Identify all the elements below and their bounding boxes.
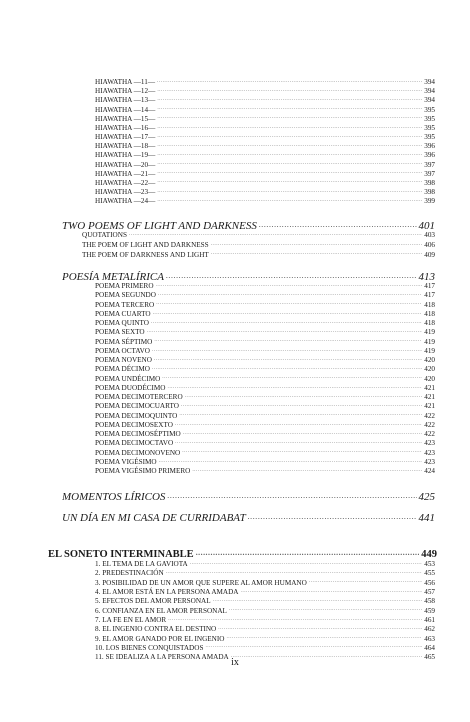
entry-title: 3. POSIBILIDAD DE UN AMOR QUE SUPERE AL AMOR HUMANO: [95, 578, 307, 587]
entry-title: HIAWATHA —21—: [95, 169, 156, 178]
entry-page-number: 456: [424, 578, 435, 587]
dot-leader: [226, 633, 422, 640]
toc-entry: [95, 150, 435, 159]
toc-entry: [95, 327, 435, 337]
entry-page-number: 394: [424, 96, 435, 105]
entry-title: POEMA DECIMOCUARTO: [95, 402, 179, 411]
toc-entry: [95, 429, 435, 439]
toc-entry: [95, 196, 435, 205]
toc-entry: [95, 159, 435, 168]
entry-page-number: 418: [424, 300, 435, 309]
toc-entry: [95, 448, 435, 458]
entry-title: 7. LA FE EN EL AMOR: [95, 615, 167, 624]
dot-leader: [166, 568, 423, 575]
entry-title: POEMA DECIMOSÉPTIMO: [95, 430, 181, 439]
toc-entry: [95, 559, 435, 569]
entry-title: EL SONETO INTERMINABLE: [48, 548, 194, 559]
entry-title: HIAWATHA —22—: [95, 178, 156, 187]
toc-entry: [95, 383, 435, 393]
dot-leader: [157, 104, 422, 111]
toc-entry: [95, 300, 435, 310]
toc-entry: [95, 401, 435, 411]
dot-leader: [129, 230, 422, 237]
entry-page-number: 464: [424, 643, 435, 652]
toc-entry: [95, 309, 435, 319]
entry-page-number: 419: [424, 337, 435, 346]
entry-page-number: 422: [424, 411, 435, 420]
entry-page-number: 461: [424, 615, 435, 624]
toc-entry: [95, 141, 435, 150]
entry-page-number: 409: [424, 250, 435, 259]
entry-page-number: 459: [424, 606, 435, 615]
entry-page-number: 417: [424, 291, 435, 300]
dot-leader: [166, 269, 417, 280]
entry-title: POEMA PRIMERO: [95, 282, 154, 291]
entry-page-number: 449: [421, 548, 437, 559]
toc-entry: [95, 420, 435, 430]
page-number: ix: [231, 657, 239, 668]
entry-title: POEMA SÉPTIMO: [95, 337, 153, 346]
entry-title: POEMA DECIMOQUINTO: [95, 411, 178, 420]
entry-title: POEMA DUODÉCIMO: [95, 383, 166, 392]
entry-title: MOMENTOS LÍRICOS: [62, 491, 166, 502]
dot-leader: [175, 420, 422, 427]
dot-leader: [157, 196, 422, 203]
dot-leader: [229, 606, 422, 613]
dot-leader: [167, 489, 416, 500]
entry-page-number: 417: [424, 282, 435, 291]
dot-leader: [153, 309, 423, 316]
toc-entry: [95, 290, 435, 300]
toc-section: [48, 546, 437, 559]
dot-leader: [182, 448, 422, 455]
toc-entry: [82, 230, 435, 240]
dot-leader: [168, 615, 422, 622]
entry-page-number: 397: [424, 169, 435, 178]
entry-title: 11. SE IDEALIZA A LA PERSONA AMADA: [95, 653, 229, 662]
toc-section: [62, 510, 435, 523]
entry-page-number: 398: [424, 178, 435, 187]
toc-entry: [95, 587, 435, 597]
dot-leader: [157, 95, 422, 102]
toc-entry: [95, 318, 435, 328]
entry-title: POEMA DECIMOSEXTO: [95, 420, 173, 429]
entry-title: HIAWATHA —17—: [95, 133, 156, 142]
entry-title: POEMA SEGUNDO: [95, 291, 156, 300]
dot-leader: [181, 401, 422, 408]
toc-entry: [95, 438, 435, 448]
entry-page-number: 418: [424, 309, 435, 318]
dot-leader: [157, 77, 422, 84]
entry-title: POEMA UNDÉCIMO: [95, 374, 161, 383]
entry-title: HIAWATHA —18—: [95, 142, 156, 151]
toc-entry: [82, 240, 435, 250]
entry-title: HIAWATHA —19—: [95, 151, 156, 160]
toc-entry: [95, 114, 435, 123]
dot-leader: [151, 318, 422, 325]
entry-page-number: 457: [424, 588, 435, 597]
dot-leader: [157, 159, 422, 166]
dot-leader: [175, 438, 422, 445]
entry-title: POEMA DECIMONOVENO: [95, 448, 181, 457]
entry-title: POEMA DECIMOTERCERO: [95, 393, 183, 402]
toc-entry: [95, 281, 435, 291]
entry-page-number: 395: [424, 114, 435, 123]
entry-page-number: 397: [424, 160, 435, 169]
entry-title: POESÍA METALÍRICA: [62, 271, 164, 282]
entry-title: HIAWATHA —12—: [95, 87, 156, 96]
entry-title: UN DÍA EN MI CASA DE CURRIDABAT: [62, 512, 246, 523]
toc-entry: [95, 457, 435, 467]
entry-title: 1. EL TEMA DE LA GAVIOTA: [95, 560, 188, 569]
toc-entry: [95, 568, 435, 578]
toc-entry: [95, 643, 435, 653]
entry-title: POEMA VIGÉSIMO PRIMERO: [95, 467, 191, 476]
dot-leader: [156, 300, 422, 307]
entry-page-number: 420: [424, 356, 435, 365]
toc-entry: [95, 596, 435, 606]
entry-title: HIAWATHA —15—: [95, 114, 156, 123]
dot-leader: [179, 411, 422, 418]
entry-page-number: 458: [424, 597, 435, 606]
dot-leader: [154, 355, 422, 362]
dot-leader: [147, 327, 423, 334]
dot-leader: [213, 596, 423, 603]
dot-leader: [159, 457, 423, 464]
entry-page-number: 421: [424, 402, 435, 411]
toc-entry: [95, 104, 435, 113]
dot-leader: [157, 141, 422, 148]
entry-page-number: 455: [424, 569, 435, 578]
entry-title: QUOTATIONS: [82, 231, 127, 240]
entry-title: 9. EL AMOR GANADO POR EL INGENIO: [95, 634, 225, 643]
entry-page-number: 465: [424, 653, 435, 662]
toc-entry: [95, 77, 435, 86]
entry-title: POEMA QUINTO: [95, 319, 149, 328]
entry-title: HIAWATHA —11—: [95, 78, 156, 87]
dot-leader: [205, 643, 422, 650]
entry-title: THE POEM OF LIGHT AND DARKNESS: [82, 240, 209, 249]
entry-page-number: 463: [424, 634, 435, 643]
entry-title: HIAWATHA —20—: [95, 160, 156, 169]
entry-page-number: 423: [424, 448, 435, 457]
dot-leader: [157, 187, 422, 194]
entry-page-number: 421: [424, 383, 435, 392]
entry-page-number: 441: [418, 512, 435, 523]
dot-leader: [167, 383, 422, 390]
entry-page-number: 419: [424, 346, 435, 355]
toc-entry: [95, 346, 435, 356]
dot-leader: [157, 169, 422, 176]
toc-entry: [95, 355, 435, 365]
toc-entry: [95, 633, 435, 643]
toc-entry: [95, 169, 435, 178]
entry-page-number: 420: [424, 365, 435, 374]
dot-leader: [157, 86, 422, 93]
entry-title: HIAWATHA —14—: [95, 105, 156, 114]
entry-page-number: 394: [424, 78, 435, 87]
dot-leader: [259, 218, 417, 229]
entry-page-number: 399: [424, 197, 435, 206]
toc-entry: [95, 374, 435, 384]
entry-title: HIAWATHA —16—: [95, 123, 156, 132]
toc-section: [62, 489, 435, 502]
entry-page-number: 398: [424, 187, 435, 196]
dot-leader: [185, 392, 423, 399]
entry-title: HIAWATHA —13—: [95, 96, 156, 105]
entry-title: TWO POEMS OF LIGHT AND DARKNESS: [62, 220, 257, 231]
entry-title: POEMA TERCERO: [95, 300, 155, 309]
dot-leader: [196, 546, 420, 557]
dot-leader: [211, 240, 423, 247]
toc-entry: [95, 337, 435, 347]
entry-page-number: 396: [424, 142, 435, 151]
dot-leader: [241, 587, 423, 594]
dot-leader: [309, 578, 422, 585]
dot-leader: [152, 364, 422, 371]
entry-title: THE POEM OF DARKNESS AND LIGHT: [82, 250, 209, 259]
dot-leader: [248, 510, 417, 521]
entry-page-number: 425: [418, 491, 435, 502]
entry-page-number: 395: [424, 105, 435, 114]
entry-page-number: 401: [418, 220, 435, 231]
entry-page-number: 422: [424, 420, 435, 429]
toc-entry: [95, 178, 435, 187]
toc-entry: [95, 606, 435, 616]
dot-leader: [192, 466, 422, 473]
entry-page-number: 424: [424, 467, 435, 476]
toc-entry: [95, 411, 435, 421]
toc-entry: [95, 624, 435, 634]
toc-entry: [95, 187, 435, 196]
entry-page-number: 453: [424, 560, 435, 569]
toc-entry: [95, 132, 435, 141]
entry-page-number: 396: [424, 151, 435, 160]
dot-leader: [152, 346, 422, 353]
entry-page-number: 422: [424, 430, 435, 439]
entry-title: HIAWATHA —23—: [95, 187, 156, 196]
entry-page-number: 421: [424, 393, 435, 402]
dot-leader: [157, 150, 422, 157]
toc-entry: [95, 615, 435, 625]
dot-leader: [154, 337, 422, 344]
entry-title: 4. EL AMOR ESTÁ EN LA PERSONA AMADA: [95, 588, 239, 597]
toc-entry: [95, 364, 435, 374]
entry-title: POEMA NOVENO: [95, 356, 152, 365]
dot-leader: [162, 374, 422, 381]
entry-page-number: 394: [424, 87, 435, 96]
entry-title: POEMA DECIMOCTAVO: [95, 439, 174, 448]
entry-title: POEMA DÉCIMO: [95, 365, 150, 374]
dot-leader: [183, 429, 423, 436]
entry-title: POEMA VIGÉSIMO: [95, 457, 157, 466]
toc-entry: [95, 578, 435, 588]
entry-page-number: 418: [424, 319, 435, 328]
entry-title: 2. PREDESTINACIÓN: [95, 569, 164, 578]
dot-leader: [158, 290, 422, 297]
entry-title: HIAWATHA —24—: [95, 197, 156, 206]
entry-page-number: 419: [424, 328, 435, 337]
entry-page-number: 406: [424, 240, 435, 249]
entry-title: 6. CONFIANZA EN EL AMOR PERSONAL: [95, 606, 227, 615]
toc-entry: [95, 466, 435, 476]
entry-page-number: 395: [424, 123, 435, 132]
toc-entry: [95, 95, 435, 104]
dot-leader: [211, 250, 422, 257]
entry-page-number: 423: [424, 457, 435, 466]
entry-title: POEMA OCTAVO: [95, 346, 151, 355]
entry-page-number: 395: [424, 133, 435, 142]
dot-leader: [190, 559, 422, 566]
dot-leader: [218, 624, 422, 631]
entry-title: POEMA SEXTO: [95, 328, 145, 337]
toc-entry: [95, 86, 435, 95]
entry-title: 5. EFECTOS DEL AMOR PERSONAL: [95, 597, 211, 606]
entry-page-number: 413: [418, 271, 435, 282]
entry-title: 10. LOS BIENES CONQUISTADOS: [95, 643, 204, 652]
dot-leader: [157, 132, 422, 139]
entry-title: 8. EL INGENIO CONTRA EL DESTINO: [95, 625, 217, 634]
dot-leader: [157, 123, 422, 130]
entry-title: POEMA CUARTO: [95, 309, 151, 318]
toc-entry: [95, 123, 435, 132]
toc-entry: [95, 392, 435, 402]
dot-leader: [156, 281, 423, 288]
entry-page-number: 423: [424, 439, 435, 448]
entry-page-number: 420: [424, 374, 435, 383]
entry-page-number: 462: [424, 625, 435, 634]
dot-leader: [157, 114, 422, 121]
dot-leader: [157, 178, 422, 185]
toc-entry: [82, 250, 435, 260]
entry-page-number: 403: [424, 231, 435, 240]
